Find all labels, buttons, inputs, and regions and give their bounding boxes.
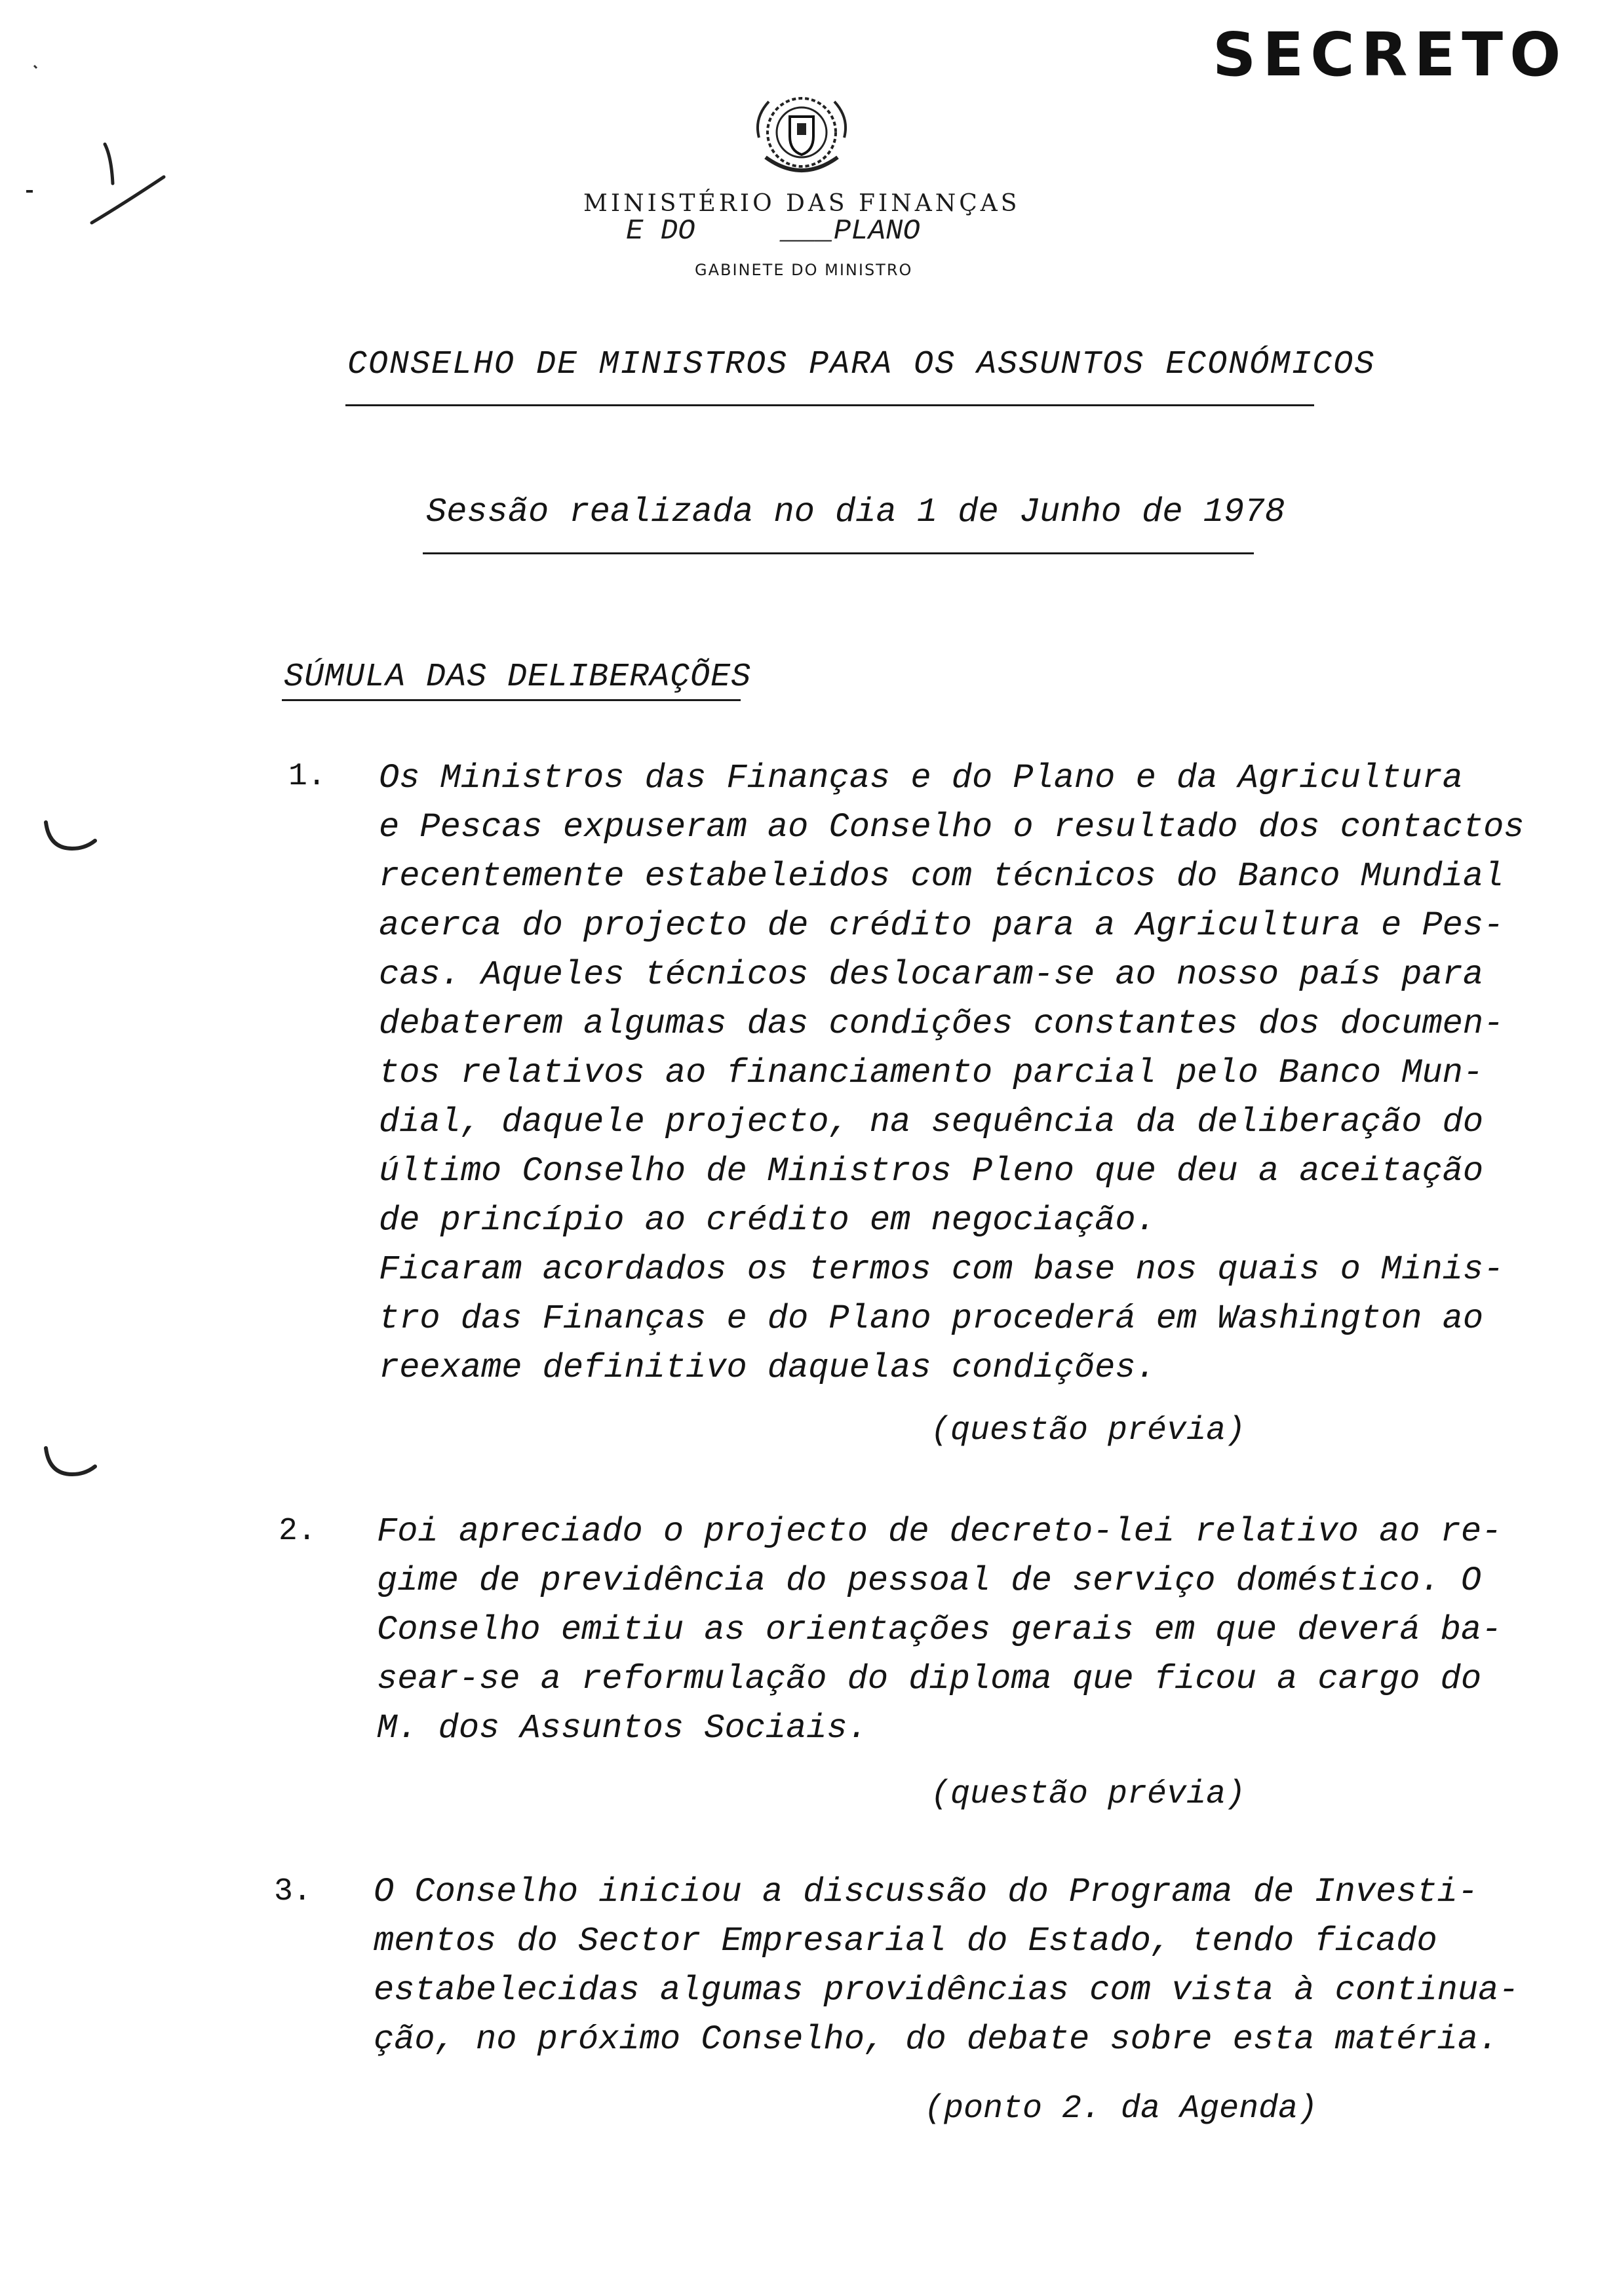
text-line: tos relativos ao financiamento parcial pelo Banco Mun- bbox=[379, 1054, 1484, 1092]
session-underline bbox=[423, 552, 1254, 554]
text-line: reexame definitivo daquelas condições. bbox=[379, 1349, 1156, 1387]
text-line: mentos do Sector Empresarial do Estado, tendo ficado bbox=[374, 1922, 1437, 1961]
margin-tick-mark bbox=[43, 819, 102, 858]
session-date: Sessão realizada no dia 1 de Junho de 1978 bbox=[426, 493, 1285, 531]
text-line: M. dos Assuntos Sociais. bbox=[377, 1709, 868, 1748]
item-1-text bbox=[379, 754, 1524, 1392]
text-line: dial, daquele projecto, na sequência da deliberação do bbox=[379, 1103, 1484, 1141]
cabinet-label: GABINETE DO MINISTRO bbox=[695, 261, 913, 279]
item-number: 1. bbox=[288, 759, 326, 794]
margin-handwriting-marks bbox=[26, 39, 170, 236]
text-line: tro das Finanças e do Plano procederá em Washington ao bbox=[379, 1299, 1484, 1338]
text-line: cas. Aqueles técnicos deslocaram-se ao nosso país para bbox=[379, 955, 1484, 994]
ministry-name-line2: E DO ___PLANO bbox=[626, 215, 920, 248]
text-line: estabelecidas algumas providências com vista à continua- bbox=[374, 1971, 1519, 2010]
text-line: sear-se a reformulação do diploma que ficou a cargo do bbox=[377, 1660, 1482, 1698]
text-line: Os Ministros das Finanças e do Plano e da Agricultura bbox=[379, 759, 1463, 797]
classification-stamp: SECRETO bbox=[1213, 20, 1568, 90]
text-line: debaterem algumas das condições constantes dos documen- bbox=[379, 1004, 1504, 1043]
council-title: CONSELHO DE MINISTROS PARA OS ASSUNTOS ECONÓMICOS bbox=[347, 346, 1376, 383]
text-line: gime de previdência do pessoal de serviço doméstico. O bbox=[377, 1561, 1482, 1600]
text-line: ção, no próximo Conselho, do debate sobre esta matéria. bbox=[374, 2020, 1499, 2059]
text-line: acerca do projecto de crédito para a Agricultura e Pes- bbox=[379, 906, 1504, 945]
item-note: (ponto 2. da Agenda) bbox=[924, 2090, 1318, 2128]
item-note: (questão prévia) bbox=[931, 1776, 1246, 1813]
text-line: O Conselho iniciou a discussão do Programa de Investi- bbox=[374, 1873, 1479, 1911]
text-line: Conselho emitiu as orientações gerais em que deverá ba- bbox=[377, 1611, 1502, 1649]
text-line: Ficaram acordados os termos com base nos quais o Minis- bbox=[379, 1250, 1504, 1289]
summary-underline bbox=[282, 699, 741, 701]
ministry-name: MINISTÉRIO DAS FINANÇAS bbox=[583, 190, 1021, 217]
text-line: recentemente estabeleidos com técnicos do Banco Mundial bbox=[379, 857, 1504, 896]
text-line: último Conselho de Ministros Pleno que deu a aceitação bbox=[379, 1152, 1484, 1191]
summary-heading: SÚMULA DAS DELIBERAÇÕES bbox=[284, 659, 752, 696]
text-line: de princípio ao crédito em negociação. bbox=[379, 1201, 1156, 1240]
text-line: e Pescas expuseram ao Conselho o resultado dos contactos bbox=[379, 808, 1525, 847]
item-number: 3. bbox=[274, 1874, 312, 1909]
item-3-text bbox=[374, 1867, 1519, 2064]
text-line: Foi apreciado o projecto de decreto-lei relativo ao re- bbox=[377, 1512, 1502, 1551]
item-2-text bbox=[377, 1507, 1502, 1753]
margin-tick-mark bbox=[43, 1445, 102, 1484]
council-underline bbox=[345, 404, 1314, 406]
item-note: (questão prévia) bbox=[931, 1412, 1246, 1449]
coat-of-arms-emblem bbox=[752, 92, 851, 187]
item-number: 2. bbox=[279, 1514, 317, 1549]
